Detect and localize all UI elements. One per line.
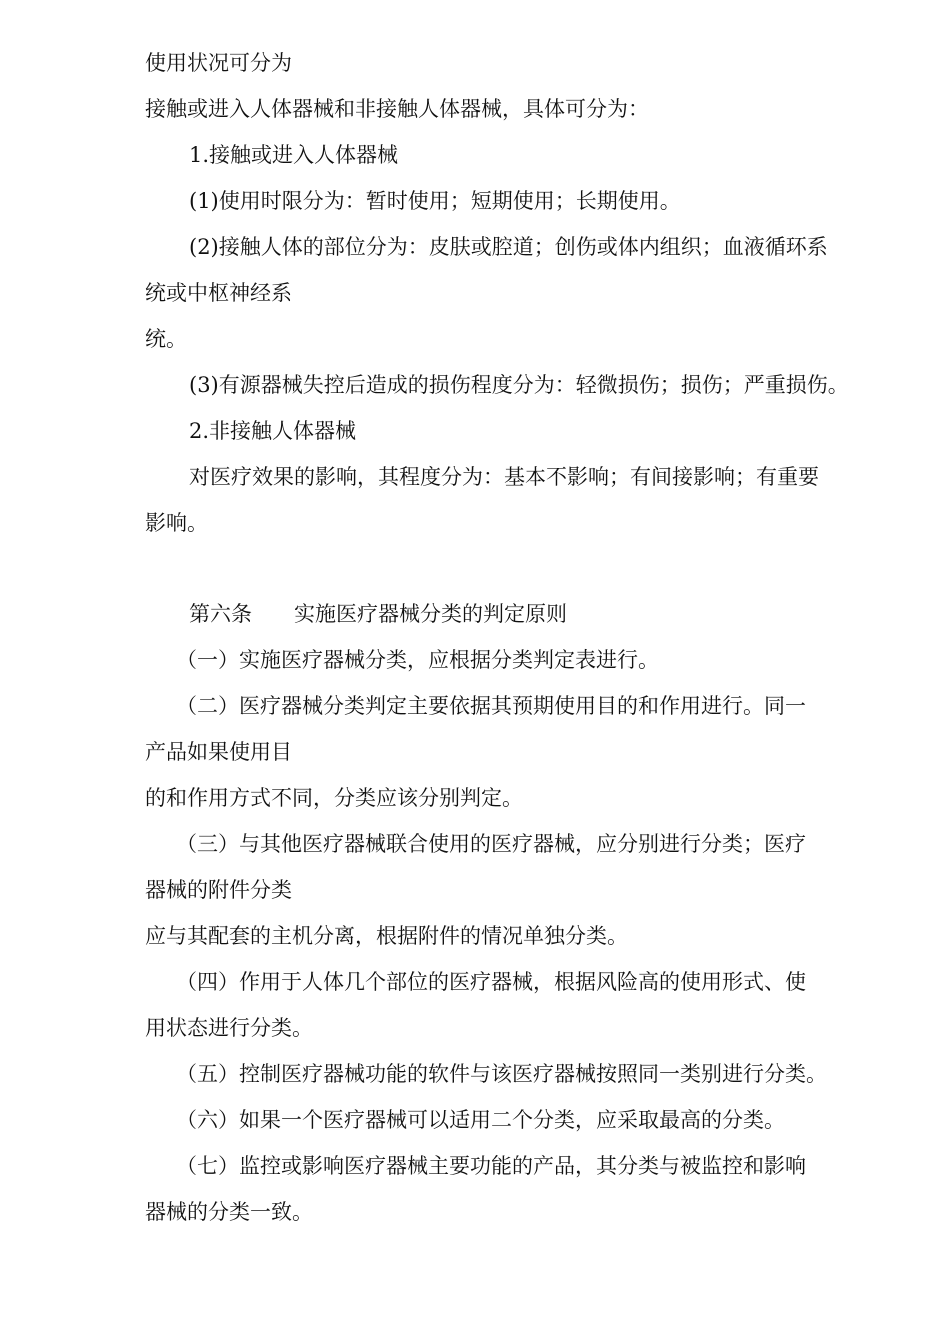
text-line: 的和作用方式不同，分类应该分别判定。 [145, 786, 523, 810]
text-line: 应与其配套的主机分离，根据附件的情况单独分类。 [145, 924, 628, 948]
text-line: (3)有源器械失控后造成的损伤程度分为：轻微损伤；损伤；严重损伤。 [189, 373, 849, 397]
text-line: 接触或进入人体器械和非接触人体器械，具体可分为： [145, 97, 649, 121]
text-line: （一）实施医疗器械分类，应根据分类判定表进行。 [176, 648, 659, 672]
text-line: （三）与其他医疗器械联合使用的医疗器械，应分别进行分类；医疗 [176, 832, 806, 856]
text-line: 器械的分类一致。 [145, 1200, 313, 1224]
text-line: 影响。 [145, 511, 208, 535]
text-line: (1)使用时限分为：暂时使用；短期使用；长期使用。 [189, 189, 681, 213]
text-line: 使用状况可分为 [145, 51, 292, 75]
text-line: 对医疗效果的影响，其程度分为：基本不影响；有间接影响；有重要 [189, 465, 819, 489]
text-line: （四）作用于人体几个部位的医疗器械，根据风险高的使用形式、使 [176, 970, 806, 994]
text-line: （七）监控或影响医疗器械主要功能的产品，其分类与被监控和影响 [176, 1154, 806, 1178]
text-line: 产品如果使用目 [145, 740, 292, 764]
text-line: 统或中枢神经系 [145, 281, 292, 305]
section-heading: 2.非接触人体器械 [189, 419, 357, 443]
text-line: （六）如果一个医疗器械可以适用二个分类，应采取最高的分类。 [176, 1108, 785, 1132]
text-line: （五）控制医疗器械功能的软件与该医疗器械按照同一类别进行分类。 [176, 1062, 827, 1086]
text-line: (2)接触人体的部位分为：皮肤或腔道；创伤或体内组织；血液循环系 [189, 235, 828, 259]
text-line: 用状态进行分类。 [145, 1016, 313, 1040]
text-line: 统。 [145, 327, 187, 351]
article-heading: 第六条 实施医疗器械分类的判定原则 [189, 602, 567, 626]
text-line: （二）医疗器械分类判定主要依据其预期使用目的和作用进行。同一 [176, 694, 806, 718]
text-line: 器械的附件分类 [145, 878, 292, 902]
section-heading: 1.接触或进入人体器械 [189, 143, 399, 167]
